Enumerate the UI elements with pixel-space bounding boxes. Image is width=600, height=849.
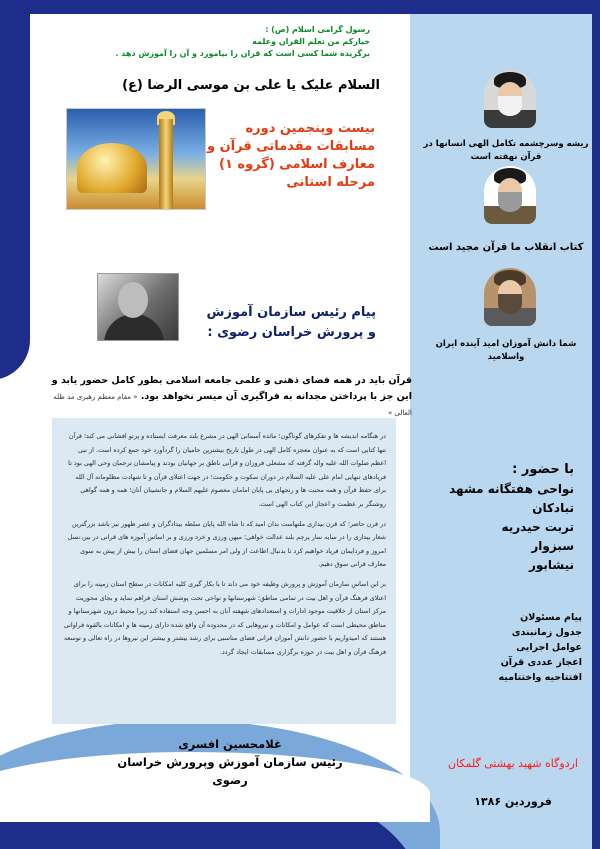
golden-dome [77,143,147,193]
contest-line: مرحله استانی [286,175,375,190]
presence-heading: با حضور : [512,462,574,477]
minaret [159,119,173,209]
signature-block [110,735,350,789]
message-title [186,303,376,343]
shrine-image [66,108,206,210]
message-body [52,418,396,724]
message-title-line: و پرورش خراسان رضوی : [207,325,376,340]
program-item: پیام مسئولان [520,612,582,623]
right-border [592,0,600,849]
city-item: تبادکان [532,501,574,515]
salam-heading: السلام علیک یا علی بن موسی الرضا (ع) [122,78,380,93]
message-paragraph: بر این اساس سازمان آموزش و پرورش وظیفه خود می داند تا با بکار گیری کلیه امکانات در سطح استان زمینه را برای اعتلای فرهنگ قرآن و اهل بیت در تمامی مناطق؛ شهرستانها و نواحی تحت پوشش استان فراهم نماید و بجای محوریت مرکز استان از خلاقیت موجود ادارات و استعدادهای شهفته آنان به احسن وجه استفاده کند زیرا محیط درون شهرستانها و مناطق محیطی است که عوامل و امکانات و نیروهایی که در محدوده آن واقع شده دارای زمینه ها و امکانات بالقوه فراوانی هستند که امیدواریم با حضور دانش آموزان قرانی فضای مناسبی برای رشد بیشتر و بیشتر این نیروها در راه تعالی و توسعه فرهنگ قرآن و اهل بیت در حوزه برگزاری مسابقات ایجاد گردد. [63,579,386,656]
top-border [0,0,600,14]
leader-portrait-2 [484,166,536,224]
event-date: فروردین ۱۳۸۶ [474,795,552,808]
hadith-line: خیارکم من تعلم القران وعلمه [252,37,370,46]
program-list [432,610,582,685]
presence-block [424,460,574,575]
city-item: نیشابور [528,558,574,572]
hadith-block [40,24,370,60]
contest-line: مسابقات مقدماتی قرآن و [206,139,375,154]
photo-body [104,314,164,341]
message-title-line: پیام رئیس سازمان آموزش [206,305,376,320]
city-item: سبزوار [531,539,574,553]
program-item: افتتاحیه واختتامیه [498,672,582,683]
quote-source: « مقام معظم رهبری مد ظله العالی » [53,393,412,417]
sidebar-caption: کتاب انقلاب ما قرآن مجید است [428,242,584,253]
program-item: اعجاز عددی قرآن [500,657,582,668]
program-item: عوامل اجرایی [516,642,582,653]
photo-head [118,282,148,318]
contest-title [200,120,375,192]
hadith-line: رسول گرامی اسلام (ص) : [265,25,370,34]
left-corner-decoration [0,0,30,380]
message-paragraph: در هنگامه اندیشه ها و تفکرهای گوناگون؛ مائده آسمانی الهی در مشرع بلند معرفت ایستاده و پرتو افشانی می کند؛ قرآن تنها کتابی است که به عنوان معجزه کامل الهی در طول تاریخ بیشترین حامیان را گردآورد خود جمع کرده است. از نبی اعظم صلوات الله علیه واله گرفته که مشعلی فروزان و قرآنی ناطق بر جهانیان بودند و پیامشان ترجمان وحی الهی بود تا فریادهای تنهایی امام علی علیه السلام در دوران سکوت و حکومت؛ در جهت اعتلای قرآن و تا شهادت مظلومانه آل الله برای حفظ قرآن و همه محنت ها و رنجهای بی پایان امامان معصوم علیهم السلام و جانشینان آنان؛ همه و همه گواهی روشنگر بر عظمت و اعجاز این کتاب الهی است. [68,432,386,508]
program-item: جدول زمانبندی [511,627,582,638]
leader-portrait-3 [484,268,536,326]
hadith-line: برگزیده شما کسی است که قران را بیاموزد و آن را آموزش دهد . [115,49,370,58]
contest-line: معارف اسلامی (گروه ۱) [219,157,375,172]
signature-name: غلامحسین افسری [178,737,282,751]
camp-location: اردوگاه شهید بهشتی گلمکان [448,757,578,770]
contest-line: بیست وپنجمین دوره [245,121,375,136]
official-photo [97,273,179,341]
city-item: تربت حیدریه [501,520,574,534]
sidebar-caption: ریشه وسرچشمه تکامل الهی انسانها در قرآن نهفته است [423,139,589,162]
signature-title: رئیس سازمان آموزش وپرورش خراسان رضوی [117,755,343,787]
message-paragraph: در قرن حاضر؛ که قرن بیداری ملتهاست بدان امید که تا شاه الله پایان سلطه بیدادگران و عصر ظهور نیز باشد بزرگترین شعار بیداری را در سایه سار پرچم بلند عدالت خواهی؛ میهن ورزی و خرد ورزی و بر اساس آموزه های قرانی در بین نسل امروز و فردایمان فریاد خواهیم کرد تا بدنبال اطاعت از ولی امر مسلمین جهان فضای استان را بیش از پیش به سوی معارف قرانی سوق دهیم. [67,519,386,569]
leader-quote [42,373,412,421]
quote-text: قرآن باید در همه فضای ذهنی و علمی جامعه اسلامی بطور کامل حضور یابد و این جز با پرداختن مجدانه به فراگیری آن میسر نخواهد بود. [51,375,412,402]
city-item: نواحی هفتگانه مشهد [449,482,574,496]
leader-portrait-1 [484,70,536,128]
sidebar-caption: شما دانش آموزان امید آینده ایران واسلامید [435,339,577,362]
